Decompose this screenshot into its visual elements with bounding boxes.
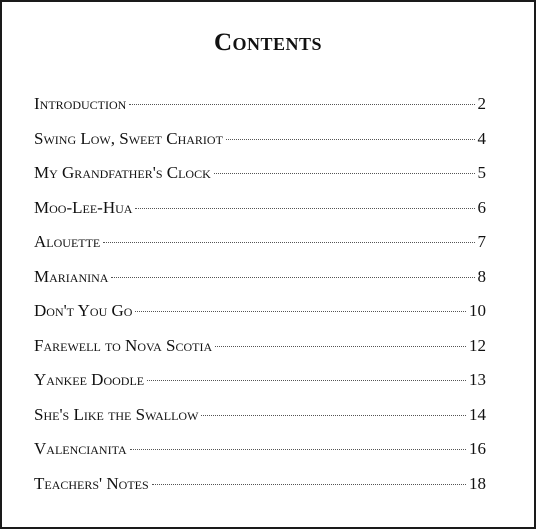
toc-entry-title: Introduction: [34, 94, 127, 113]
toc-entry-yankee-doodle: [34, 368, 486, 403]
dot-leader: [214, 173, 475, 174]
toc-entry-title: Moo-Lee-Hua: [34, 197, 133, 217]
toc-entry-valencianita: [34, 437, 486, 472]
toc-entry-title: Marianina: [34, 266, 109, 286]
toc-page-number: 18: [469, 473, 486, 493]
toc-page-number: 5: [477, 163, 486, 182]
toc-entry-title: Alouette: [34, 232, 101, 251]
toc-entry-title: Valencianita: [34, 439, 127, 458]
toc-entry-introduction: [34, 92, 486, 127]
dot-leader: [201, 415, 466, 416]
dot-leader: [103, 242, 474, 243]
toc-page-number: 12: [469, 335, 486, 355]
toc-page-number: 16: [469, 439, 486, 458]
toc-entry-title: My Grandfather's Clock: [34, 163, 211, 182]
toc-entry-title: Don't You Go: [34, 301, 133, 320]
dot-leader: [215, 346, 466, 347]
toc-entry-title: Yankee Doodle: [34, 370, 145, 389]
toc-entry-farewell-to-nova-scotia: [34, 334, 486, 369]
toc-page-number: 13: [469, 370, 486, 389]
toc-page-number: 7: [477, 232, 486, 251]
dot-leader: [111, 277, 474, 278]
toc-page-number: 10: [469, 301, 486, 320]
dot-leader: [226, 139, 475, 140]
dot-leader: [129, 104, 474, 105]
dot-leader: [152, 484, 466, 485]
toc-page-number: 14: [469, 404, 486, 424]
toc-page-number: 6: [477, 197, 486, 217]
toc-entry-marianina: [34, 265, 486, 300]
toc-entry-title: Farewell to Nova Scotia: [34, 335, 213, 355]
toc-entry-title: Teachers' Notes: [34, 473, 149, 493]
toc-entry-shes-like-the-swallow: [34, 403, 486, 438]
toc-entry-dont-you-go: [34, 299, 486, 334]
toc-page-number: 8: [477, 266, 486, 286]
page-title: Contents: [213, 29, 323, 56]
toc-page-number: 4: [477, 128, 486, 148]
dot-leader: [130, 449, 466, 450]
toc-entry-title: She's Like the Swallow: [34, 404, 199, 424]
table-of-contents: [34, 92, 486, 506]
toc-entry-alouette: [34, 230, 486, 265]
toc-entry-my-grandfathers-clock: [34, 161, 486, 196]
toc-page-number: 2: [477, 94, 486, 113]
dot-leader: [147, 380, 466, 381]
toc-entry-title: Swing Low, Sweet Chariot: [34, 128, 223, 148]
toc-entry-swing-low-sweet-chariot: [34, 127, 486, 162]
toc-entry-moo-lee-hua: [34, 196, 486, 231]
dot-leader: [135, 208, 474, 209]
dot-leader: [135, 311, 466, 312]
toc-entry-teachers-notes: [34, 472, 486, 507]
